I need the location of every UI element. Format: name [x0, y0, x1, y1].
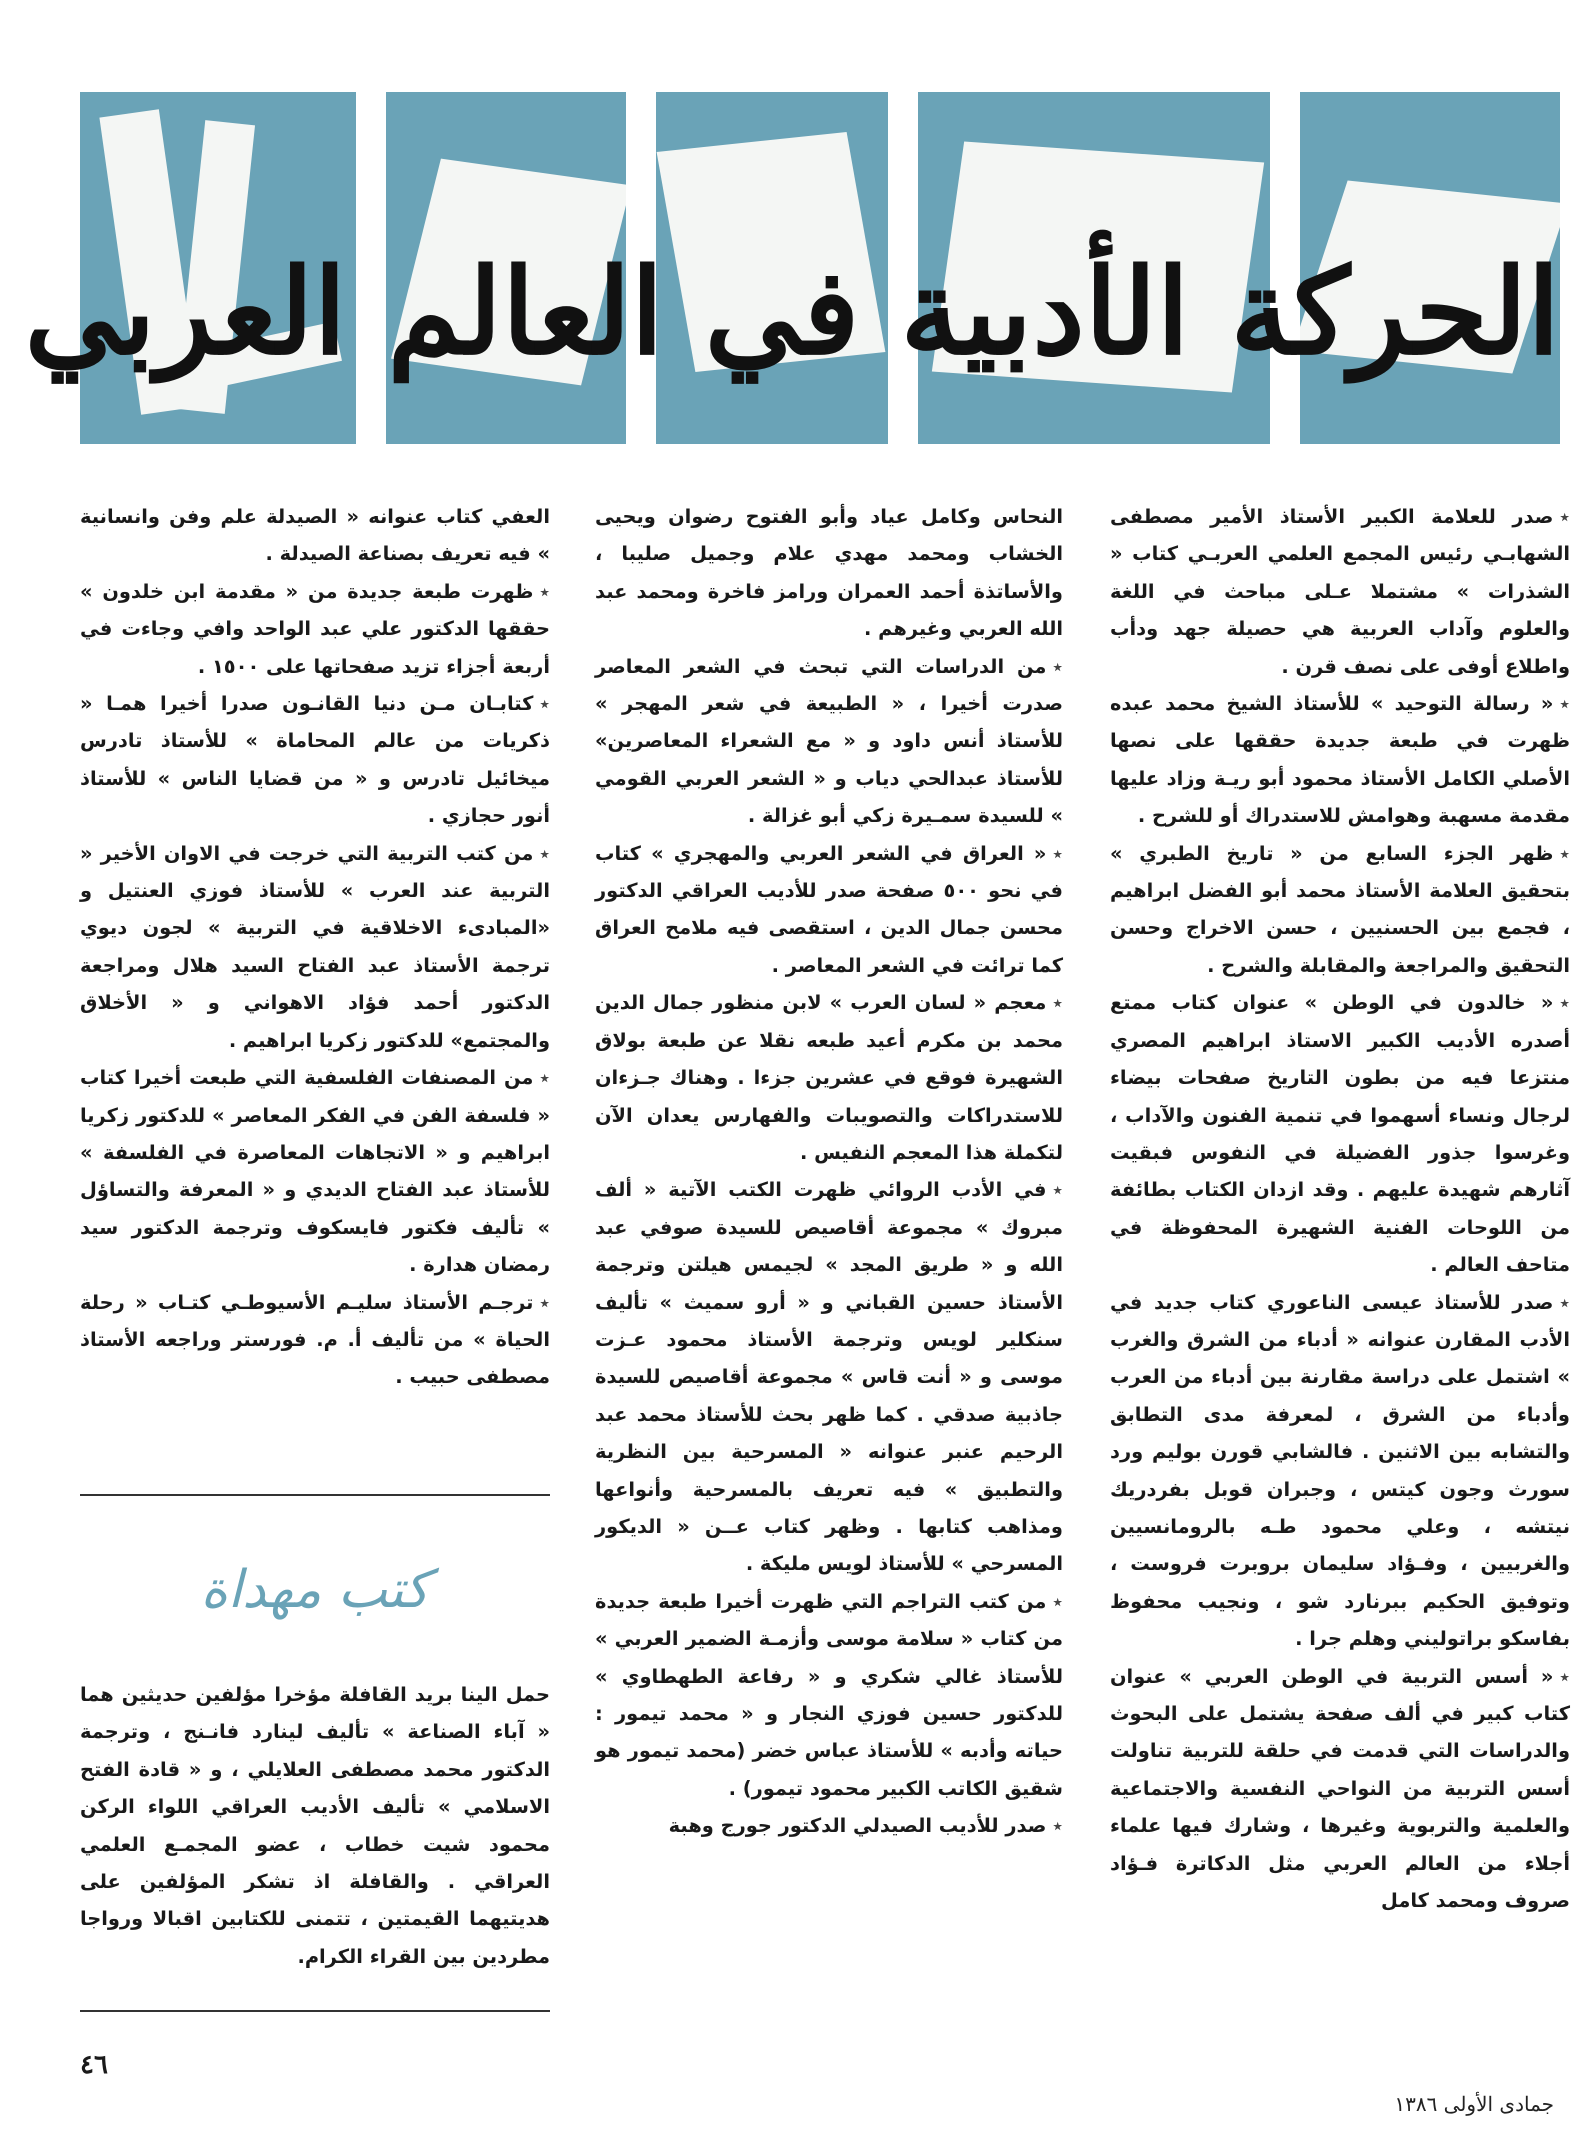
news-item: ٭كتابـان مـن دنيا القانـون صدرا أخيرا همـا « ذكريات من عالم المحاماة » للأستاذ تادرس ميخائيل تادرس و « من قضايا الناس » للأستاذ أنور حجازي .	[80, 692, 550, 828]
news-item: ٭من كتب التراجم التي ظهرت أخيرا طبعة جديدة من كتاب « سلامة موسى وأزمـة الضمير العربي » للأستاذ غالي شكري و « رفاعة الطهطاوي » للدكتور حسين فوزي النجار و « محمد تيمور : حياته وأدبه » للأستاذ عباس خضر (محمد تيمور هو شقيق الكاتب الكبير محمود تيمور) .	[595, 1589, 1063, 1800]
text-column-middle	[595, 498, 1063, 2070]
news-item: ٭« رسالة التوحيد » للأستاذ الشيخ محمد عبده ظهرت في طبعة جديدة حققها على نصها الأصلي الكامل الأستاذ محمود أبو ريـة وزاد عليها مقدمة مسهبة وهوامش للاستدراك أو للشرح .	[1110, 692, 1570, 828]
title-banner	[24, 92, 1560, 444]
news-item: ٭ترجـم الأستاذ سليـم الأسيوطـي كتـاب « رحلة الحياة » من تأليف أ. م. فورستر وراجعه الأستاذ مصطفى حبيب .	[80, 1290, 550, 1389]
news-item: ٭« العراق في الشعر العربي والمهجري » كتاب في نحو ٥٠٠ صفحة صدر للأديب العراقي الدكتور محسن جمال الدين ، استقصى فيه ملامح العراق كما ترائت في الشعر المعاصر .	[595, 841, 1063, 977]
news-item: ٭من كتب التربية التي خرجت في الاوان الأخير « التربية عند العرب » للأستاذ فوزي العنتيل و «المبادىء الاخلاقية في التربية » لجون ديوي ترجمة الأستاذ عبد الفتاح السيد هلال ومراجعة الدكتور أحمد فؤاد الاهواني و « الأخلاق والمجتمع» للدكتور زكريا ابراهيم .	[80, 841, 550, 1052]
books-received-text	[80, 1676, 550, 1975]
section-divider	[80, 2010, 550, 2012]
news-item: ٭ظهر الجزء السابع من « تاريخ الطبري » بتحقيق العلامة الأستاذ محمد أبو الفضل ابراهيم ، فجمع بين الحسنيين ، حسن الاخراج وحسن التحقيق والمراجعة والمقابلة والشرح .	[1110, 841, 1570, 977]
page-number: ٤٦	[80, 2050, 108, 2080]
news-item: ٭معجم « لسان العرب » لابن منظور جمال الدين محمد بن مكرم أعيد طبعه نقلا عن طبعة بولاق الشهيرة فوقع في عشرين جزءا . وهناك جـزءان للاستدراكات والتصويبات والفهارس يعدان الآن لتكملة هذا المعجم النفيس .	[595, 991, 1063, 1164]
news-item: ٭ظهرت طبعة جديدة من « مقدمة ابن خلدون » حققها الدكتور علي عبد الواحد وافي وجاءت في أربعة أجزاء تزيد صفحاتها على ١٥٠٠ .	[80, 579, 550, 678]
news-item: ٭« خالدون في الوطن » عنوان كتاب ممتع أصدره الأديب الكبير الاستاذ ابراهيم المصري منتزعا فيه من بطون التاريخ صفحات بيضاء لرجال ونساء أسهموا في تنمية الفنون والآداب ، وغرسوا جذور الفضيلة في النفوس فبقيت آثارهم شهيدة عليهم . وقد ازدان الكتاب بطائفة من اللوحات الفنية الشهيرة المحفوظة في متاحف العالم .	[1110, 991, 1570, 1277]
news-item: ٭من الدراسات التي تبحث في الشعر المعاصر صدرت أخيرا ، « الطبيعة في شعر المهجر » للأستاذ أنس داود و « مع الشعراء المعاصرين» للأستاذ عبدالحي دياب و « الشعر العربي القومي » للسيدة سمـيرة زكي أبو غزالة .	[595, 654, 1063, 828]
news-item: ٭« أسس التربية في الوطن العربي » عنوان كتاب كبير في ألف صفحة يشتمل على البحوث والدراسات التي قدمت في حلقة للتربية تناولت أسس التربية من النواحي النفسية والاجتماعية والعلمية والتربوية وغيرها ، وشارك فيها علماء أجلاء من العالم العربي مثل الدكاترة فـؤاد صروف ومحمد كامل	[1110, 1664, 1570, 1913]
text-column-left	[80, 498, 550, 1396]
section-heading-books-received: كتب مهداة	[200, 1560, 430, 1620]
news-item: ٭صدر للأديب الصيدلي الدكتور جورج وهبة	[668, 1814, 1063, 1838]
news-item: العفي كتاب عنوانه « الصيدلة علم وفن وانسانية » فيه تعريف بصناعة الصيدلة .	[80, 505, 550, 566]
news-item: النحاس وكامل عياد وأبو الفتوح رضوان ويحيى الخشاب ومحمد مهدي علام وجميل صليبا ، والأساتذة أحمد العمران ورامز فاخرة ومحمد عبد الله العربي وغيرهم .	[595, 505, 1063, 641]
books-received-paragraph: حمل الينا بريد القافلة مؤخرا مؤلفين حديثين هما « آباء الصناعة » تأليف لينارد فانـنج ، وترجمة الدكتور محمد مصطفى العلايلي ، و « قادة الفتح الاسلامي » تأليف الأديب العراقي اللواء الركن محمود شيت خطاب ، عضو المجمـع العلمي العراقي . والقافلة اذ تشكر المؤلفين على هديتيهما القيمتين ، تتمنى للكتابين اقبالا ورواجا مطردين بين القراء الكرام.	[80, 1683, 550, 1968]
news-item: ٭صدر للعلامة الكبير الأستاذ الأمير مصطفى الشهابـي رئيس المجمع العلمي العربـي كتاب « الشذرات » مشتملا عـلى مباحث في اللغة والعلوم وآداب العربية هي حصيلة جهد ودأب واطلاع أوفى على نصف قرن .	[1110, 505, 1570, 678]
news-item: ٭من المصنفات الفلسفية التي طبعت أخيرا كتاب « فلسفة الفن في الفكر المعاصر » للدكتور زكريا ابراهيم و « الاتجاهات المعاصرة في الفلسفة » للأستاذ عبد الفتاح الديدي و « المعرفة والتساؤل » تأليف فكتور فايسكوف وترجمة الدكتور سيد رمضان هدارة .	[80, 1066, 550, 1277]
issue-date: جمادى الأولى ١٣٨٦	[1394, 2092, 1554, 2116]
text-column-right	[1110, 498, 1570, 1919]
news-item: ٭في الأدب الروائي ظهرت الكتب الآتية « ألف مبروك » مجموعة أقاصيص للسيدة صوفي عبد الله و « طريق المجد » لجيمس هيلتن وترجمة الأستاذ حسين القباني و « أرو سميث » تأليف سنكلير لويس وترجمة الأستاذ محمود عـزت موسى و « أنت قاس » مجموعة أقاصيص للسيدة جاذبية صدقي . كما ظهر بحث للأستاذ محمد عبد الرحيم عنبر عنوانه « المسرحية بين النظرية والتطبيق » فيه تعريف بالمسرحية وأنواعها ومذاهب كتابها . وظهر كتاب عــن « الديكور المسرحي » للأستاذ لويس مليكة .	[595, 1178, 1063, 1576]
section-divider	[80, 1494, 550, 1496]
news-item: ٭صدر للأستاذ عيسى الناعوري كتاب جديد في الأدب المقارن عنوانه « أدباء من الشرق والغرب » اشتمل على دراسة مقارنة بين أدباء من العرب وأدباء من الشرق ، لمعرفة مدى التطابق والتشابه بين الاثنين . فالشابي قورن بوليم ورد سورث وجون كيتس ، وجبران قوبل بفردريك نيتشه ، وعلي محمود طـه بالرومانسيين والغربيين ، وفـؤاد سليمان بروبرت فروست ، وتوفيق الحكيم ببرنارد شو ، ونجيب محفوظ بفاسكو براتوليني وهلم جرا .	[1110, 1290, 1570, 1651]
page-title: الحركة الأدبية في العالم العربي	[24, 242, 1560, 381]
